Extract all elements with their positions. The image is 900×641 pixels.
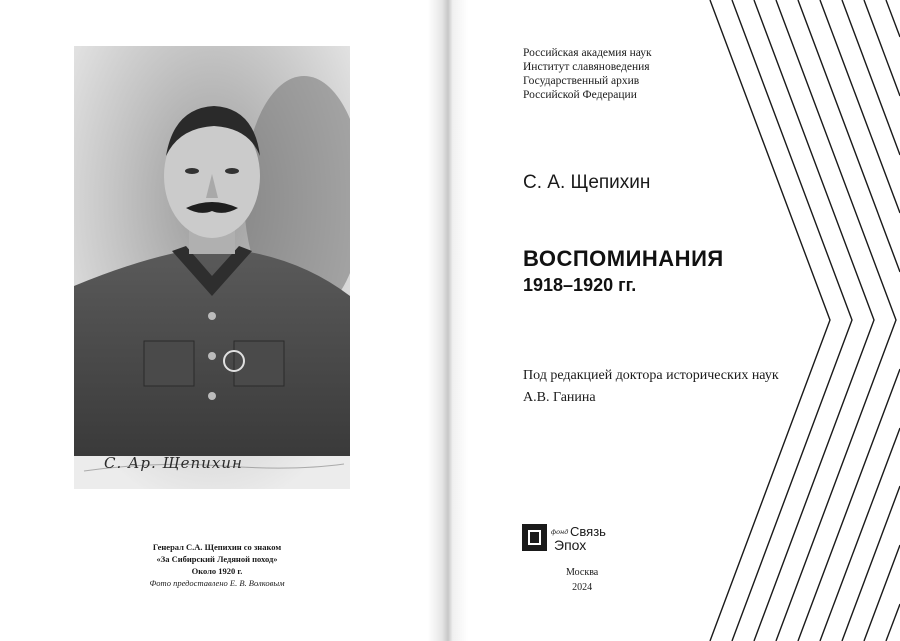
organization-line-4: Российской Федерации — [523, 89, 637, 101]
portrait-photo — [74, 46, 350, 489]
left-page — [0, 0, 440, 641]
editor-line-2: А.В. Ганина — [523, 390, 596, 405]
photo-caption — [74, 541, 360, 589]
organization-line-1: Российская академия наук — [523, 47, 652, 59]
organization-line-3: Государственный архив — [523, 75, 640, 87]
publication-year: 2024 — [572, 582, 593, 593]
organization-line-2: Институт славяноведения — [523, 61, 650, 73]
book-author: С. А. Щепихин — [523, 172, 651, 193]
decorative-chevron-lines — [700, 0, 900, 641]
book-years: 1918–1920 гг. — [523, 275, 637, 295]
caption-line-2: «За Сибирский Ледяной поход» — [156, 554, 278, 564]
publisher-name-line-1: Связь — [570, 524, 606, 539]
book-title: ВОСПОМИНАНИЯ — [523, 246, 724, 271]
imprint-block — [566, 565, 598, 595]
caption-line-3: Около 1920 г. — [191, 566, 243, 576]
portrait-illustration — [74, 46, 350, 489]
organizations-block — [523, 46, 652, 102]
photo-signature: С. Ар. Щепихин — [104, 454, 243, 472]
publisher-name-line-2: Эпох — [554, 537, 587, 553]
publisher-fond-label: фонд — [551, 528, 569, 536]
caption-line-1: Генерал С.А. Щепихин со знаком — [152, 542, 282, 552]
editor-line-1: Под редакцией доктора исторических наук — [523, 368, 779, 383]
book-gutter — [428, 0, 468, 641]
publication-city: Москва — [566, 567, 599, 578]
publisher-logo-icon — [522, 524, 547, 551]
caption-credit: Фото предоставлено Е. В. Волковым — [149, 578, 285, 588]
